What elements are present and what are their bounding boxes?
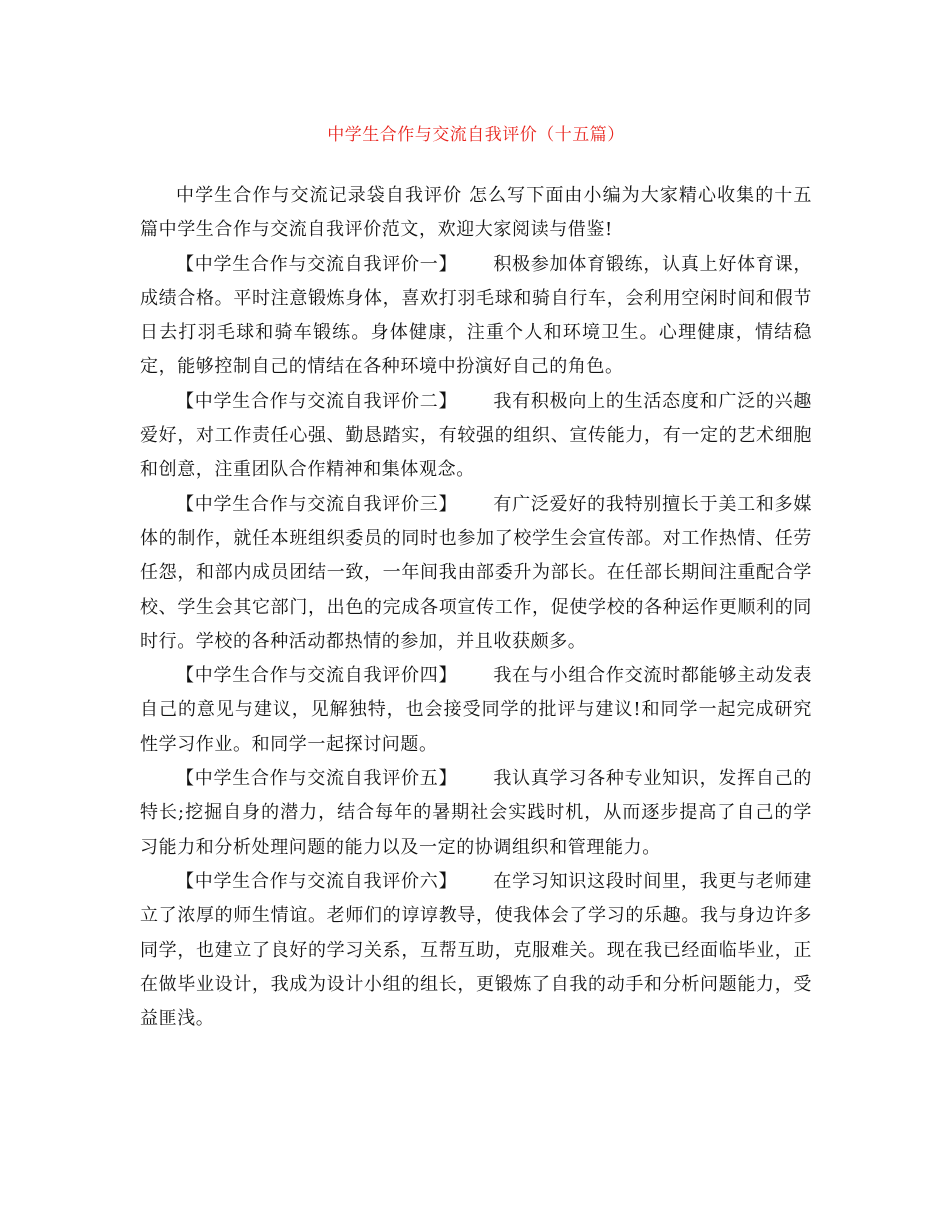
document-title: 中学生合作与交流自我评价（十五篇） [327, 125, 625, 145]
section-text: 我认真学习各种专业知识，发挥自己的特长;挖掘自身的潜力，结合每年的暑期社会实践时机，从而逐步提高了自己的学习能力和分析处理问题的能力以及一定的协调组织和管理能力。 [140, 768, 813, 858]
section-paragraph-2 [140, 385, 812, 488]
section-paragraph-4 [140, 659, 812, 762]
section-heading: 【中学生合作与交流自我评价六】 [176, 870, 458, 892]
section-paragraph-3 [140, 488, 812, 659]
section-heading: 【中学生合作与交流自我评价三】 [176, 493, 458, 515]
document-body [140, 179, 812, 1036]
section-paragraph-5 [140, 762, 812, 865]
section-heading: 【中学生合作与交流自我评价四】 [176, 665, 458, 687]
section-text: 积极参加体育锻练，认真上好体育课，成绩合格。平时注意锻炼身体，喜欢打羽毛球和骑自行车，会利用空闲时间和假节日去打羽毛球和骑车锻练。身体健康，注重个人和环境卫生。心理健康，情结稳定，能够控制自己的情结在各种环境中扮演好自己的角色。 [140, 253, 813, 378]
section-text: 有广泛爱好的我特别擅长于美工和多媒体的制作，就任本班组织委员的同时也参加了校学生会宣传部。对工作热情、任劳任怨，和部内成员团结一致，一年间我由部委升为部长。在任部长期间注重配合学校、学生会其它部门，出色的完成各项宣传工作，促使学校的各种运作更顺利的同时行。学校的各种活动都热情的参加，并且收获颇多。 [140, 493, 813, 652]
section-heading: 【中学生合作与交流自我评价二】 [176, 390, 458, 412]
section-heading: 【中学生合作与交流自我评价一】 [176, 253, 458, 275]
intro-paragraph: 中学生合作与交流记录袋自我评价 怎么写下面由小编为大家精心收集的十五篇中学生合作与交流自我评价范文，欢迎大家阅读与借鉴! [140, 185, 812, 241]
section-paragraph-1 [140, 248, 812, 385]
section-paragraph-6 [140, 865, 812, 1036]
section-text: 在学习知识这段时间里，我更与老师建立了浓厚的师生情谊。老师们的谆谆教导，使我体会了学习的乐趣。我与身边许多同学，也建立了良好的学习关系，互帮互助，克服难关。现在我已经面临毕业，正在做毕业设计，我成为设计小组的组长，更锻炼了自我的动手和分析问题能力，受益匪浅。 [140, 870, 813, 1030]
section-text: 我有积极向上的生活态度和广泛的兴趣爱好，对工作责任心强、勤恳踏实，有较强的组织、宣传能力，有一定的艺术细胞和创意，注重团队合作精神和集体观念。 [140, 390, 813, 481]
section-text: 我在与小组合作交流时都能够主动发表自己的意见与建议，见解独特，也会接受同学的批评与建议!和同学一起完成研究性学习作业。和同学一起探讨问题。 [140, 665, 813, 755]
section-heading: 【中学生合作与交流自我评价五】 [176, 768, 458, 790]
